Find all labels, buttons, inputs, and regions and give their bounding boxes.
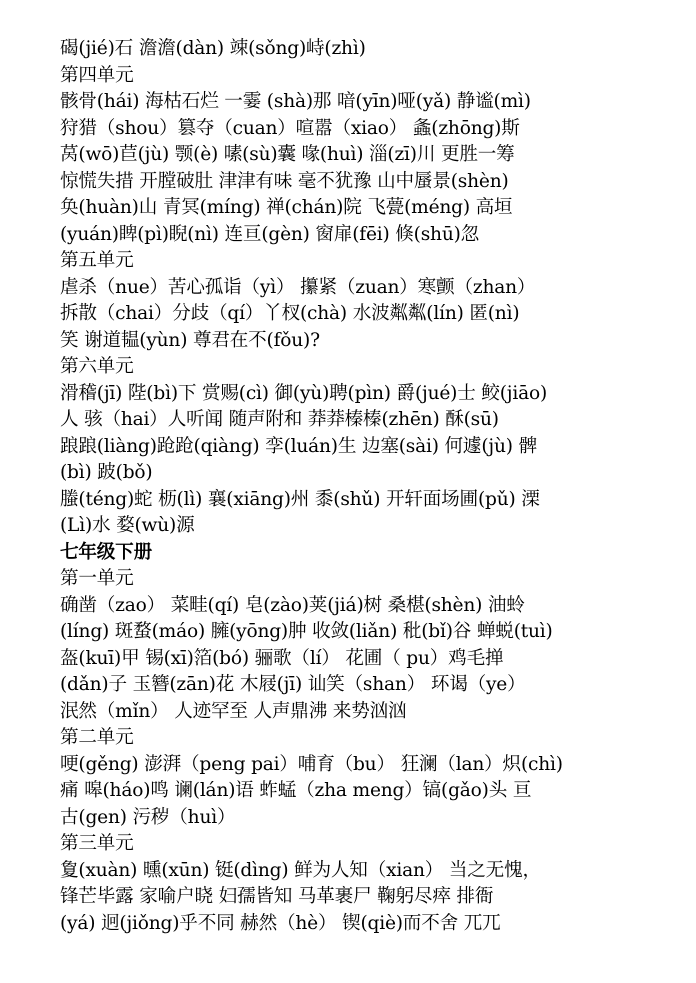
vocab-line: 碣(jié)石 澹澹(dàn) 竦(sǒng)峙(zhì) [60,38,366,59]
vocab-line: 惊慌失措 开膛破肚 津津有味 毫不犹豫 山中蜃景(shèn) [60,170,509,192]
vocab-line: (dǎn)子 玉簪(zān)花 木屐(jī) 讪笑（shan） 环谒（ye） [60,674,526,695]
unit-heading: 第六单元 [60,356,134,377]
unit-heading: 第四单元 [60,64,134,86]
vocab-line: (bì) 跛(bǒ) [60,462,153,483]
vocab-line: 莴(wō)苣(jù) 颚(è) 嗉(sù)囊 喙(huì) 淄(zī)川 更胜一筹 [60,144,515,165]
vocab-line: 泯然（mǐn） 人迹罕至 人声鼎沸 来势汹汹 [60,700,407,722]
vocab-line: 笑 谢道韫(yùn) 尊君在不(fǒu)? [60,329,320,351]
vocab-line: 古(gen) 污秽（huì） [60,806,236,828]
vocab-line: 螣(téng)蛇 枥(lì) 襄(xiāng)州 黍(shǔ) 开轩面场圃(pǔ) 溧 [60,488,540,510]
vocab-line: 踉踉(liàng)跄跄(qiàng) 孪(luán)生 边塞(sài) 何遽(jù) 髀 [60,435,537,457]
vocab-line: (yuán)睥(pì)睨(nì) 连亘(gèn) 窗扉(fēi) 倏(shū)忽 [60,223,480,245]
vocab-line: (yá) 迥(jiǒng)乎不同 赫然（hè） 锲(qiè)而不舍 兀兀 [60,912,501,934]
vocab-line: 狩猎（shou）篡夺（cuan）喧嚣（xiao） 螽(zhōng)斯 [60,117,520,139]
vocab-line: 盔(kuī)甲 锡(xī)箔(bó) 骊歌（lí） 花圃（ pu）鸡毛掸 [60,647,504,669]
unit-heading: 第三单元 [60,833,134,854]
grade-heading: 七年级下册 [60,541,152,563]
document-body [60,36,690,937]
vocab-line: 锋芒毕露 家喻户晓 妇孺皆知 马革裹尸 鞠躬尽瘁 排衙 [60,886,494,907]
vocab-line: 骸骨(hái) 海枯石烂 一霎 (shà)那 喑(yīn)哑(yǎ) 静谧(mì) [60,91,531,112]
vocab-line: 虐杀（nue）苦心孤诣（yì） 攥紧（zuan）寒颤（zhan） [60,276,536,298]
vocab-line: 奂(huàn)山 青冥(míng) 禅(chán)院 飞甍(méng) 高垣 [60,197,513,218]
unit-heading: 第二单元 [60,727,134,748]
vocab-line: 滑稽(jī) 陛(bì)下 赏赐(cì) 御(yù)聘(pìn) 爵(jué)士 鲛(jiāo) [60,382,548,404]
vocab-line: 痛 嗥(háo)鸣 谰(lán)语 蚱蜢（zha meng）镐(gǎo)头 亘 [60,780,532,801]
vocab-line: 人 骇（hai）人听闻 随声附和 莽莽榛榛(zhēn) 酥(sū) [60,409,499,430]
vocab-line: 哽(gěng) 澎湃（peng pai）哺育（bu） 狂澜（lan）炽(chì) [60,753,563,775]
vocab-line: (Lì)水 婺(wù)源 [60,515,195,536]
unit-heading: 第一单元 [60,568,134,589]
unit-heading: 第五单元 [60,250,134,271]
vocab-line: 拆散（chai）分歧（qí）丫杈(chà) 水波粼粼(lín) 匿(nì) [60,303,520,324]
vocab-line: (líng) 斑蝥(máo) 臃(yōng)肿 收敛(liǎn) 秕(bǐ)谷 蝉蜕(tuì) [60,621,553,642]
vocab-line: 确凿（zao） 菜畦(qí) 皂(zào)荚(jiá)树 桑椹(shèn) 油蛉 [60,594,525,616]
vocab-line: 夐(xuàn) 曛(xūn) 铤(dìng) 鲜为人知（xian） 当之无愧， [60,859,541,881]
